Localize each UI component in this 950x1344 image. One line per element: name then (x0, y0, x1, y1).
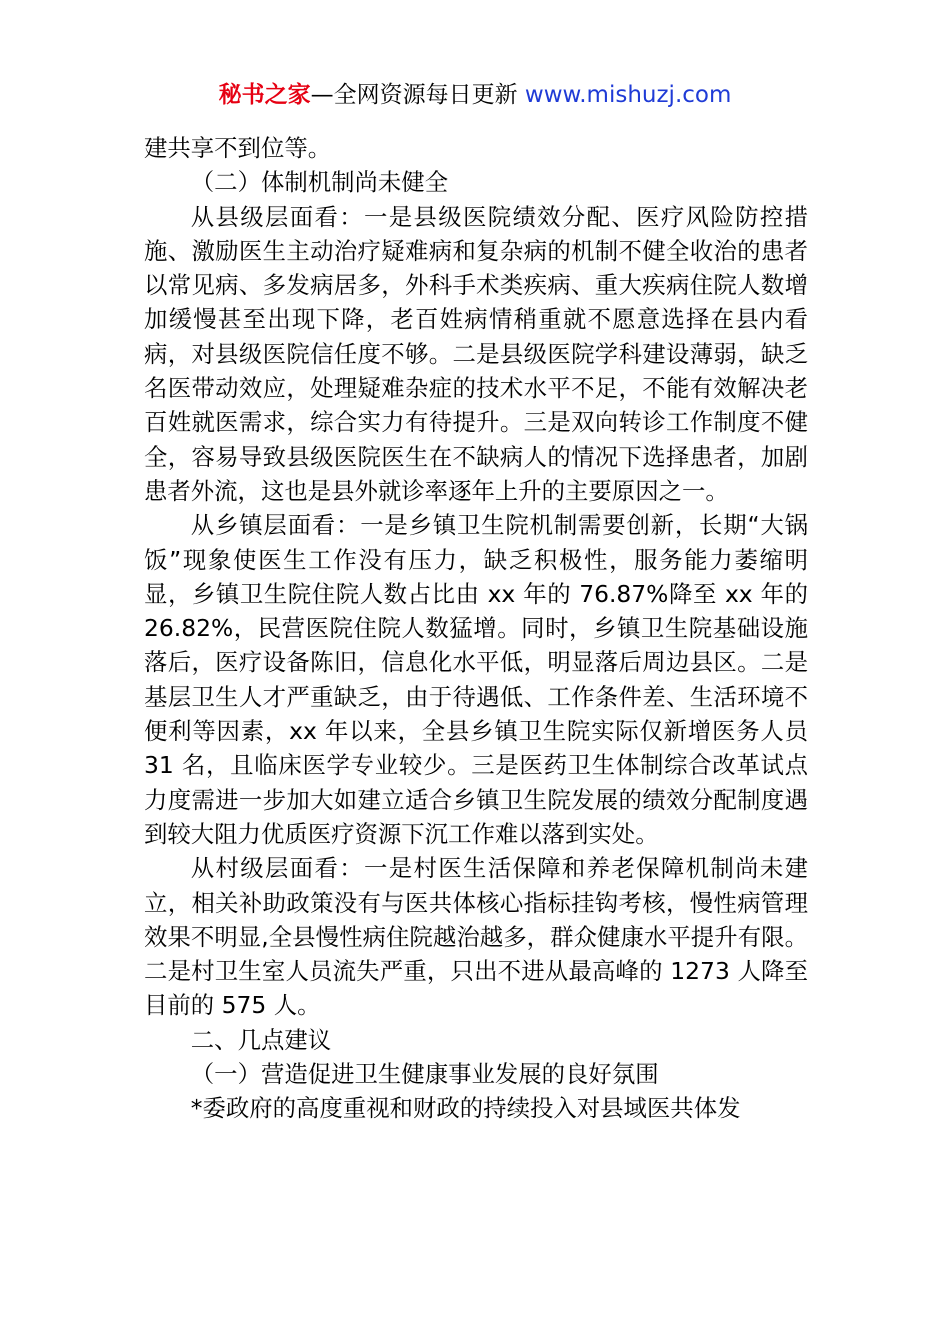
section-heading-institutional: （二）体制机制尚未健全 (190, 168, 449, 197)
paragraph-township-level: 从乡镇层面看：一是乡镇卫生院机制需要创新，长期“大锅饭”现象使医生工作没有压力，缺乏积极性，服务能力萎缩明显，乡镇卫生院住院人数占比由 xx 年的 76.87%降至 xx 年的 26.82%，民营医院住院人数猛增。同时，乡镇卫生院基础设施落后，医疗设备陈旧，信息化水平低，明显落后周边县区。二是基层卫生人才严重缺乏，由于待遇低、工作条件差、生活环境不便利等因素，xx 年以来，全县乡镇卫生院实际仅新增医务人员 31 名，且临床医学专业较少。三是医药卫生体制综合改革试点力度需进一步加大如建立适合乡镇卫生院发展的绩效分配制度遇到较大阻力优质医疗资源下沉工作难以落到实处。 (144, 511, 808, 848)
paragraph-government-support: *委政府的高度重视和财政的持续投入对县域医共体发 (190, 1094, 741, 1123)
site-header (0, 78, 950, 112)
document-body (144, 131, 808, 1126)
section-heading-suggestions: 二、几点建议 (190, 1025, 332, 1054)
paragraph-county-level: 从县级层面看：一是县级医院绩效分配、医疗风险防控措施、激励医生主动治疗疑难病和复杂病的机制不健全收治的患者以常见病、多发病居多，外科手术类疾病、重大疾病住院人数增加缓慢甚至出现下降，老百姓病情稍重就不愿意选择在县内看病，对县级医院信任度不够。二是县级医院学科建设薄弱，缺乏名医带动效应，处理疑难杂症的技术水平不足，不能有效解决老百姓就医需求，综合实力有待提升。三是双向转诊工作制度不健全，容易导致县级医院医生在不缺病人的情况下选择患者，加剧患者外流，这也是县外就诊率逐年上升的主要原因之一。 (144, 202, 808, 505)
site-url-link[interactable]: www.mishuzj.com (524, 82, 732, 108)
subsection-heading-atmosphere: （一）营造促进卫生健康事业发展的良好氛围 (190, 1060, 659, 1089)
site-tagline: —全网资源每日更新 (310, 82, 518, 108)
paragraph-village-level: 从村级层面看：一是村医生活保障和养老保障机制尚未建立，相关补助政策没有与医共体核心指标挂钩考核，慢性病管理效果不明显,全县慢性病住院越治越多，群众健康水平提升有限。二是村卫生室人员流失严重，只出不进从最高峰的 1273 人降至目前的 575 人。 (144, 854, 808, 1020)
paragraph-continuation: 建共享不到位等。 (144, 134, 332, 162)
site-brand: 秘书之家 (218, 82, 311, 108)
